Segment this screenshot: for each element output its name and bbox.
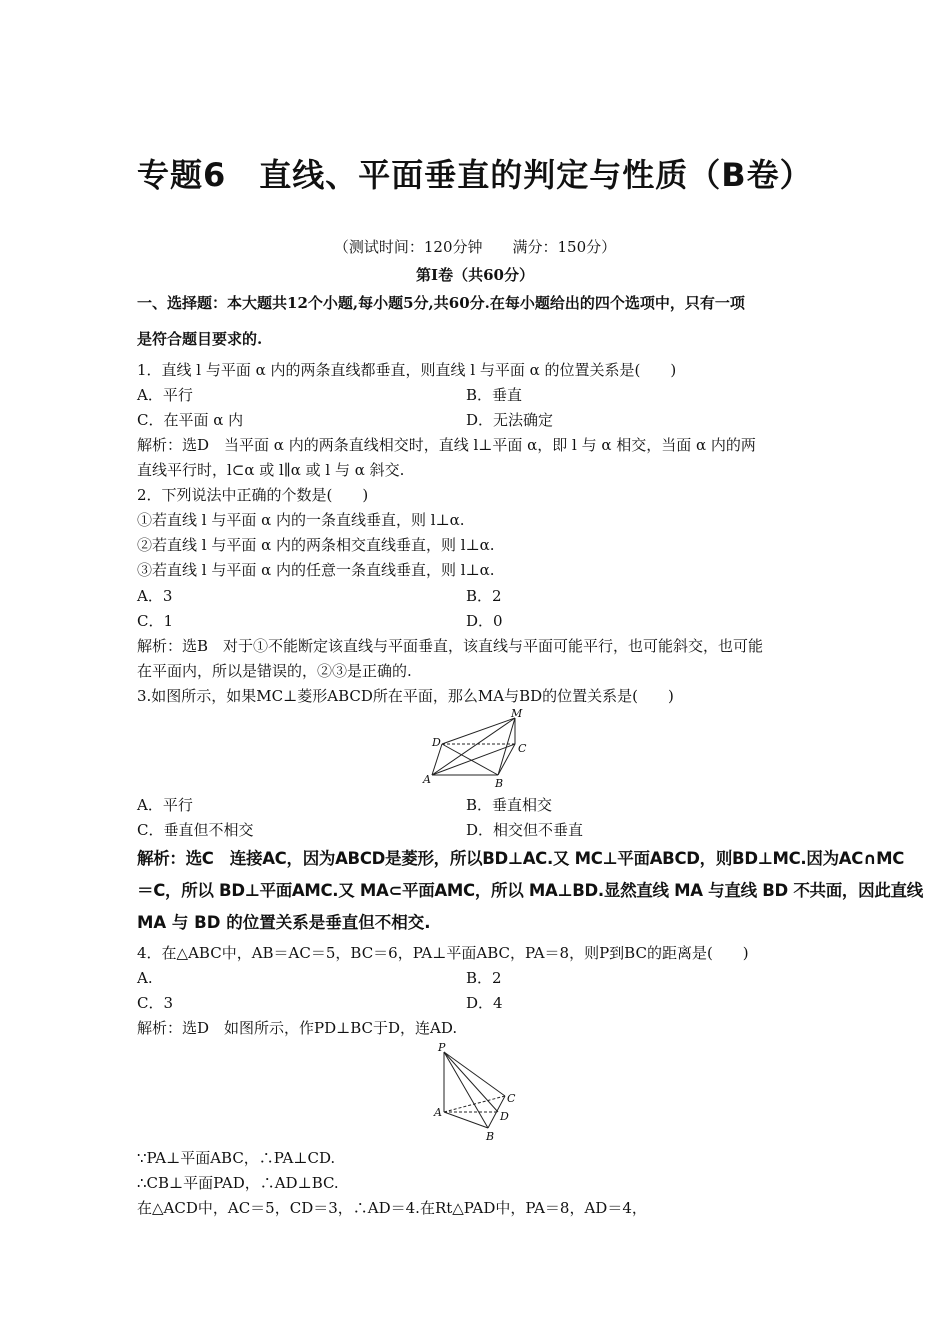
q4-tetrahedron-figure	[430, 1040, 525, 1144]
q2-stem: 2．下列说法中正确的个数是( )	[137, 486, 369, 504]
q3-label-d: D	[432, 736, 441, 749]
q1-option-b: B．垂直	[466, 386, 523, 404]
q4-option-a: A.	[137, 969, 153, 987]
q3-analysis-end: MA 与 BD 的位置关系是垂直但不相交.	[137, 913, 431, 932]
q2-option-d: D．0	[466, 612, 503, 630]
q3-label-c: C	[518, 742, 527, 755]
q3-option-a: A．平行	[137, 796, 193, 814]
q2-option-b: B．2	[466, 587, 502, 605]
q1-analysis-cont: 直线平行时，l⊂α 或 l∥α 或 l 与 α 斜交.	[137, 461, 405, 479]
q4-analysis-line1: ∵PA⊥平面ABC，∴PA⊥CD.	[137, 1149, 336, 1167]
q2-analysis-cont: 在平面内，所以是错误的，②③是正确的.	[137, 662, 412, 680]
q4-label-p: P	[438, 1041, 446, 1054]
q3-label-b: B	[495, 777, 504, 790]
part1-intro: 一、选择题：本大题共12个小题,每小题5分,共60分.在每小题给出的四个选项中，只有一项	[137, 294, 745, 312]
q1-option-d: D．无法确定	[466, 411, 554, 429]
q4-analysis: 解析：选D 如图所示，作PD⊥BC于D，连AD.	[137, 1019, 458, 1037]
q3-option-c: C．垂直但不相交	[137, 821, 254, 839]
q4-option-c: C．3	[137, 994, 174, 1012]
part1-intro-cont: 是符合题目要求的.	[137, 330, 263, 348]
q3-option-d: D．相交但不垂直	[466, 821, 584, 839]
q4-option-b: B．2	[466, 969, 502, 987]
q4-label-a: A	[434, 1106, 442, 1119]
q4-analysis-line2: ∴CB⊥平面PAD，∴AD⊥BC.	[137, 1174, 339, 1192]
q4-analysis-line3: 在△ACD中，AC＝5，CD＝3，∴AD＝4.在Rt△PAD中，PA＝8，AD＝4，	[137, 1199, 647, 1217]
q4-stem: 4．在△ABC中，AB＝AC＝5，BC＝6，PA⊥平面ABC，PA＝8，则P到BC的距离是( )	[137, 944, 749, 962]
q2-statement-3: ③若直线 l 与平面 α 内的任意一条直线垂直，则 l⊥α.	[137, 561, 495, 579]
q2-option-c: C．1	[137, 612, 174, 630]
q3-rhombus-figure	[420, 708, 535, 790]
section-title: 第Ⅰ卷（共60分）	[416, 266, 534, 284]
q1-stem: 1．直线 l 与平面 α 内的两条直线都垂直，则直线 l 与平面 α 的位置关系是( )	[137, 361, 677, 379]
q2-statement-1: ①若直线 l 与平面 α 内的一条直线垂直，则 l⊥α.	[137, 511, 465, 529]
q1-option-a: A．平行	[137, 386, 193, 404]
q2-option-a: A．3	[137, 587, 173, 605]
q3-stem: 3.如图所示，如果MC⊥菱形ABCD所在平面，那么MA与BD的位置关系是( )	[137, 687, 674, 705]
q4-label-d: D	[500, 1110, 509, 1123]
q3-option-b: B．垂直相交	[466, 796, 553, 814]
q3-label-a: A	[423, 773, 431, 786]
test-info: （测试时间：120分钟 满分：150分）	[333, 238, 617, 256]
q4-label-b: B	[486, 1130, 495, 1143]
q2-statement-2: ②若直线 l 与平面 α 内的两条相交直线垂直，则 l⊥α.	[137, 536, 495, 554]
q3-analysis: 解析：选C 连接AC，因为ABCD是菱形，所以BD⊥AC.又 MC⊥平面ABCD，则BD⊥MC.因为AC∩MC	[137, 849, 905, 868]
q3-label-m: M	[511, 708, 523, 720]
q4-option-d: D．4	[466, 994, 503, 1012]
q3-analysis-cont: ＝C，所以 BD⊥平面AMC.又 MA⊂平面AMC，所以 MA⊥BD.显然直线 MA 与直线 BD 不共面，因此直线	[137, 881, 923, 900]
q4-label-c: C	[507, 1092, 516, 1105]
q1-analysis: 解析：选D 当平面 α 内的两条直线相交时，直线 l⊥平面 α，即 l 与 α 相交，当面 α 内的两	[137, 436, 756, 454]
q2-analysis: 解析：选B 对于①不能断定该直线与平面垂直，该直线与平面可能平行，也可能斜交，也可能	[137, 637, 764, 655]
page-title: 专题6 直线、平面垂直的判定与性质（B卷）	[137, 156, 813, 194]
q1-option-c: C．在平面 α 内	[137, 411, 244, 429]
